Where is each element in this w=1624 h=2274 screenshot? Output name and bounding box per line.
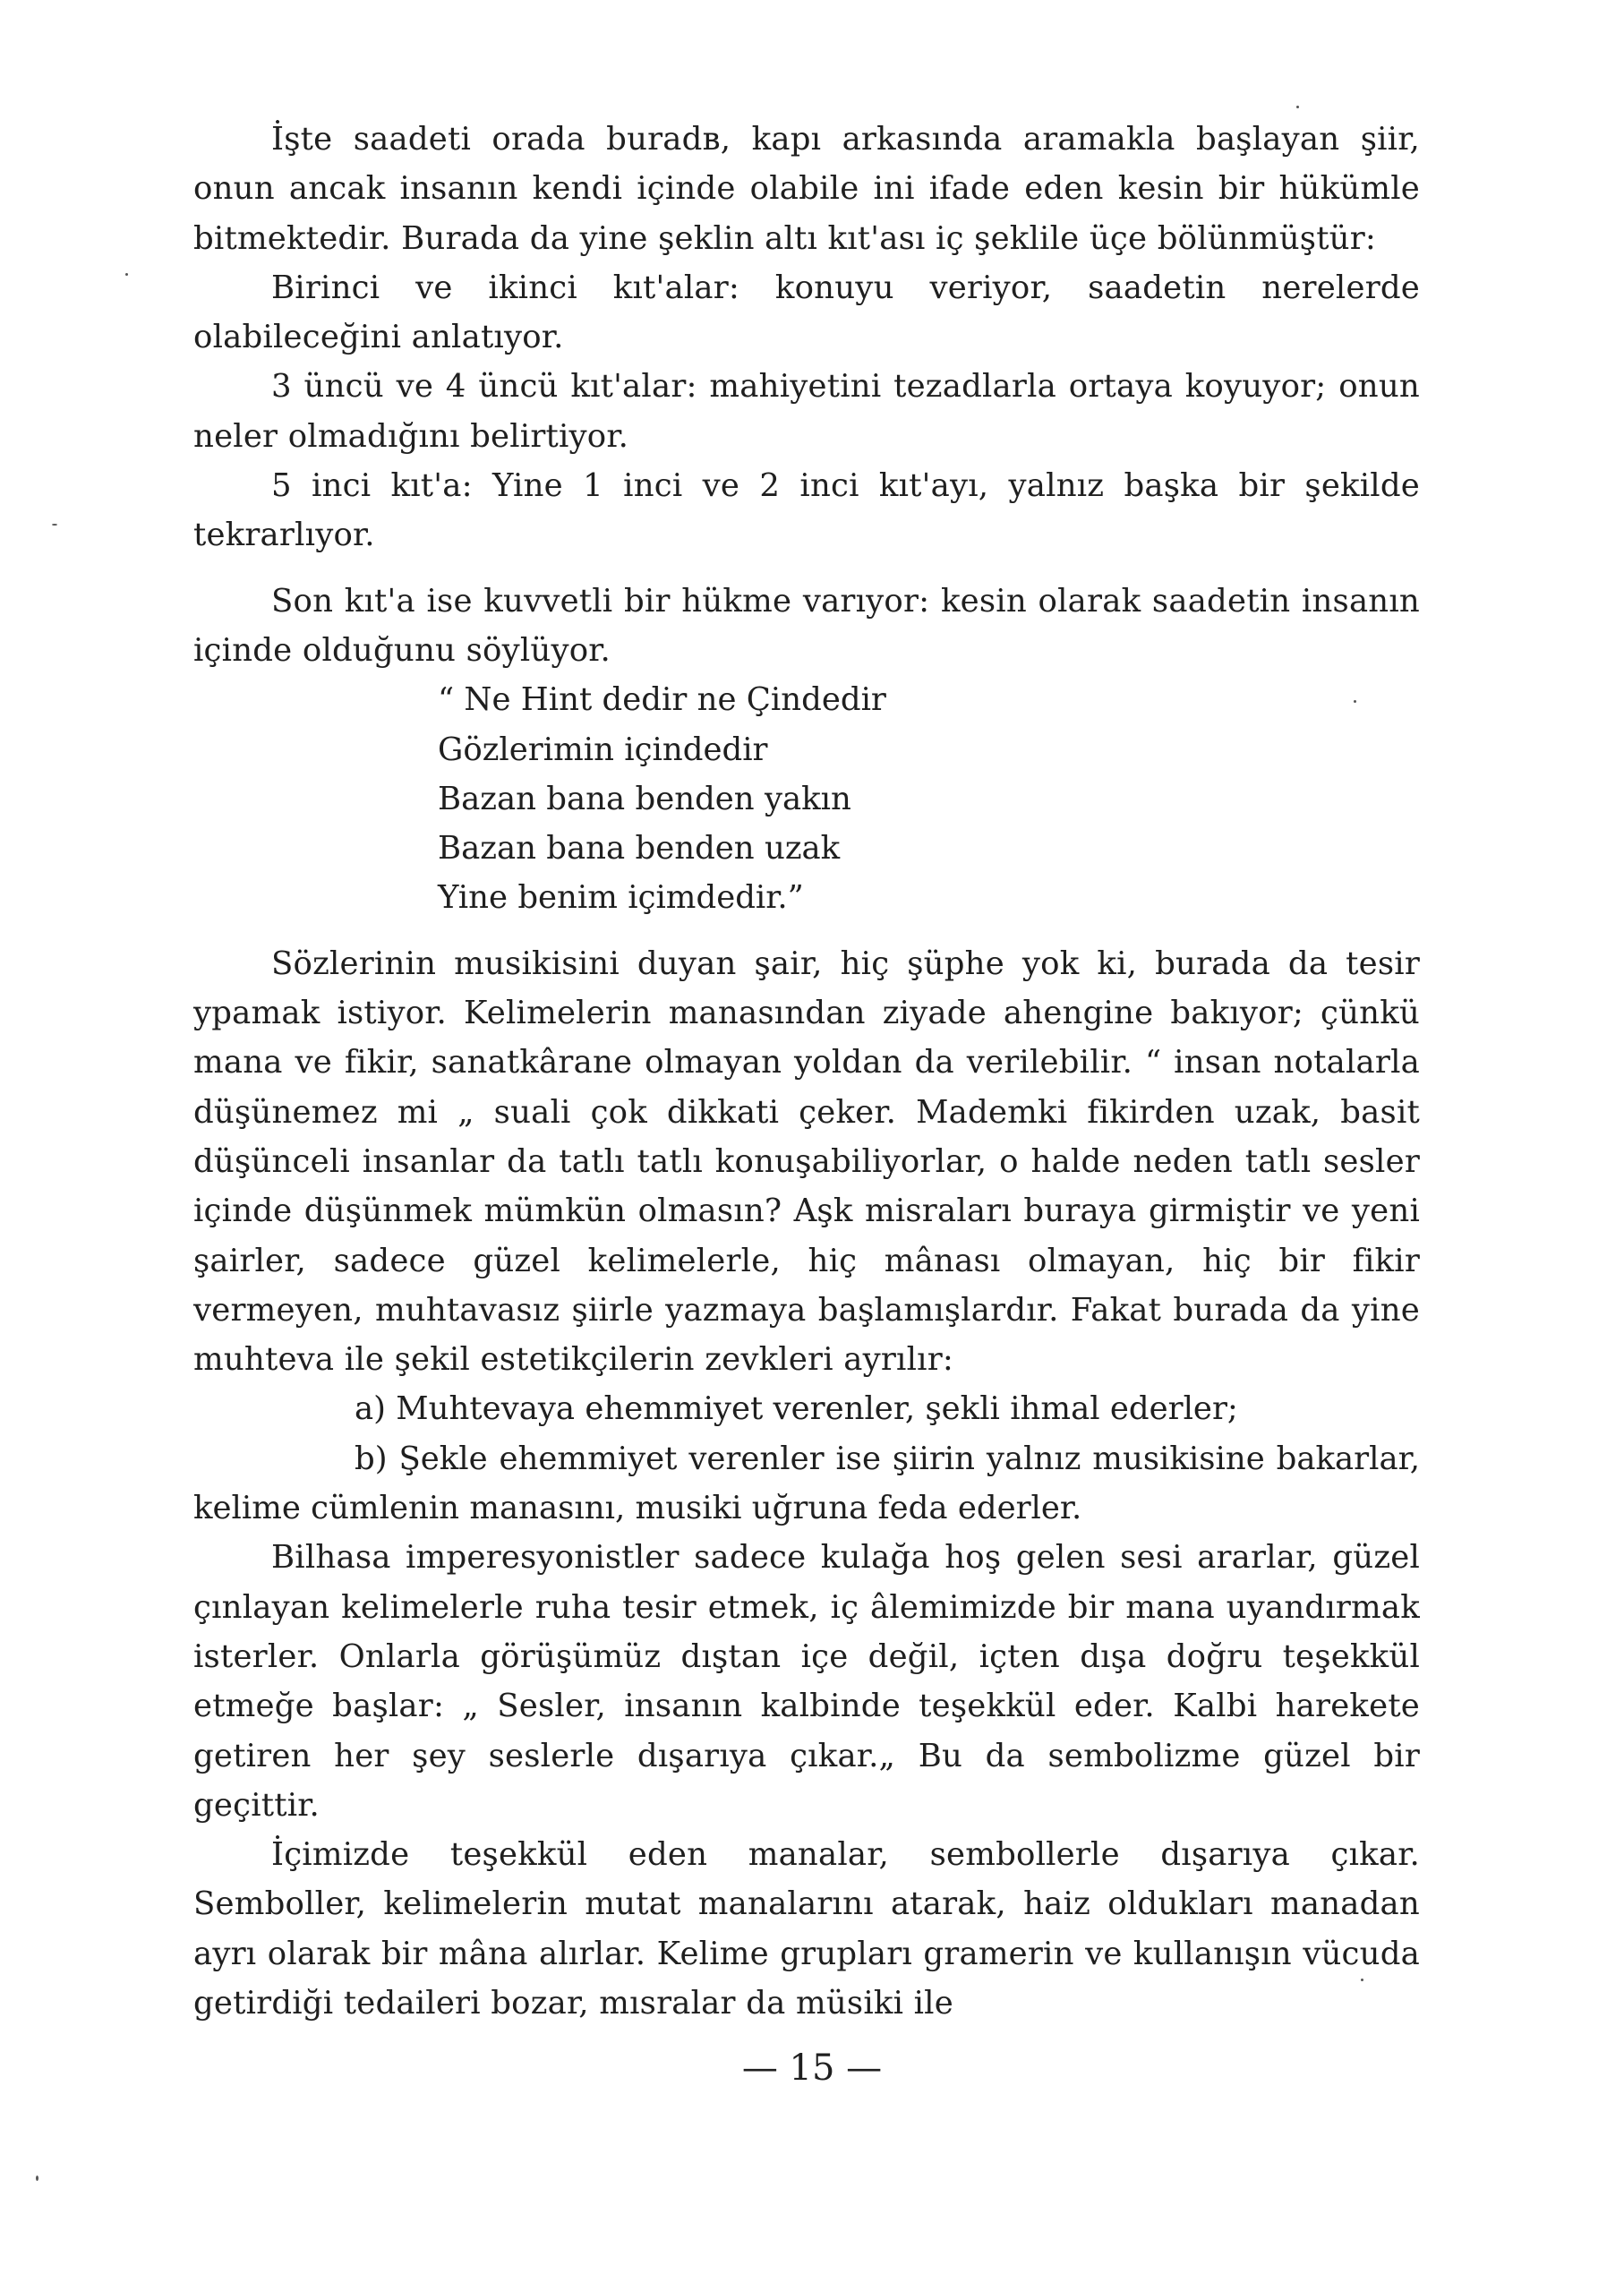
page-number: — 15 — [741,2047,883,2089]
paragraph-1: İşte saadeti orada buradʙ, kapı arkasında aramakla başlayan şiir, onun ancak insanın kendi içinde olabile ini ifade eden kesin bir hükümle bitmektedir. Burada da yine şeklin altı kıt'ası iç şeklile üçe bölünmüştür: [193,121,1420,257]
poem-line: Yine benim içimdedir.” [438,879,804,917]
list-item-b: b) Şekle ehemmiyet verenler ise şiirin yalnız musikisine bakarlar, kelime cümlenin manasını, musiki uğruna feda ederler. [193,1440,1420,1527]
scan-speck [36,2176,38,2181]
paragraph-4: 5 inci kıt'a: Yine 1 inci ve 2 inci kıt'ayı, yalnız başka bir şekilde tekrarlıyor. [193,467,1420,554]
paragraph-7: Bilhasa imperesyonistler sadece kulağa hoş gelen sesi ararlar, güzel çınlayan kelimelerle ruha tesir etmek, iç âlemimizde bir mana uyandırmak isterler. Onlarla görüşümüz dıştan içe değil, içten dışa doğru teşekkül etmeğe başlar: „ Sesler, insanın kalbinde teşekkül eder. Kalbi harekete getiren her şey seslerle dışarıya çıkar.„ Bu da sembolizme güzel bir geçittir. [193,1539,1420,1824]
paragraph-8: İçimizde teşekkül eden manalar, sembollerle dışarıya çıkar. Semboller, kelimelerin mutat manalarını atarak, haiz oldukları manadan ayrı olarak bir mâna alırlar. Kelime grupları gramerin ve kullanışın vücuda getirdiği tedaileri bozar, mısralar da müsiki ile [193,1836,1420,2022]
aesthetic-list [193,1384,1420,1533]
scan-speck [1361,1979,1363,1981]
poem-line: Bazan bana benden yakın [438,780,851,817]
list-item-a: a) Muhtevaya ehemmiyet verenler, şekli ihmal ederler; [355,1390,1238,1428]
poem-line: Gözlerimin içindedir [438,731,768,768]
page-body [193,115,1420,2028]
poem-quote [438,675,1420,922]
paragraph-5: Son kıt'a ise kuvvetli bir hükme varıyor: kesin olarak saadetin insanın içinde olduğunu söylüyor. [193,582,1420,669]
scan-speck [52,524,57,526]
poem-line: “ Ne Hint dedir ne Çindedir [438,681,886,719]
paragraph-6: Sözlerinin musikisini duyan şair, hiç şüphe yok ki, burada da tesir ypamak istiyor. Kelimelerin manasından ziyade ahengine bakıyor; çünkü mana ve fikir, sanatkârane olmayan yoldan da verilebilir. “ insan notalarla düşünemez mi „ suali çok dikkati çeker. Mademki fikirden uzak, basit düşünceli insanlar da tatlı tatlı konuşabiliyorlar, o halde neden tatlı sesler içinde düşünmek mümkün olmasın? Aşk misraları buraya girmiştir ve yeni şairler, sadece güzel kelimelerle, hiç mânası olmayan, hiç bir fikir vermeyen, muhtavasız şiirle yazmaya başlamışlardır. Fakat burada da yine muhteva ile şekil estetikçilerin zevkleri ayrılır: [193,945,1420,1379]
scan-speck [125,273,128,276]
paragraph-2: Birinci ve ikinci kıt'alar: konuyu veriyor, saadetin nerelerde olabileceğini anlatıyor. [193,269,1420,356]
paragraph-3: 3 üncü ve 4 üncü kıt'alar: mahiyetini tezadlarla ortaya koyuyor; onun neler olmadığını belirtiyor. [193,368,1420,455]
poem-line: Bazan bana benden uzak [438,830,841,868]
scan-speck [1354,700,1356,703]
scan-speck [1296,106,1299,108]
